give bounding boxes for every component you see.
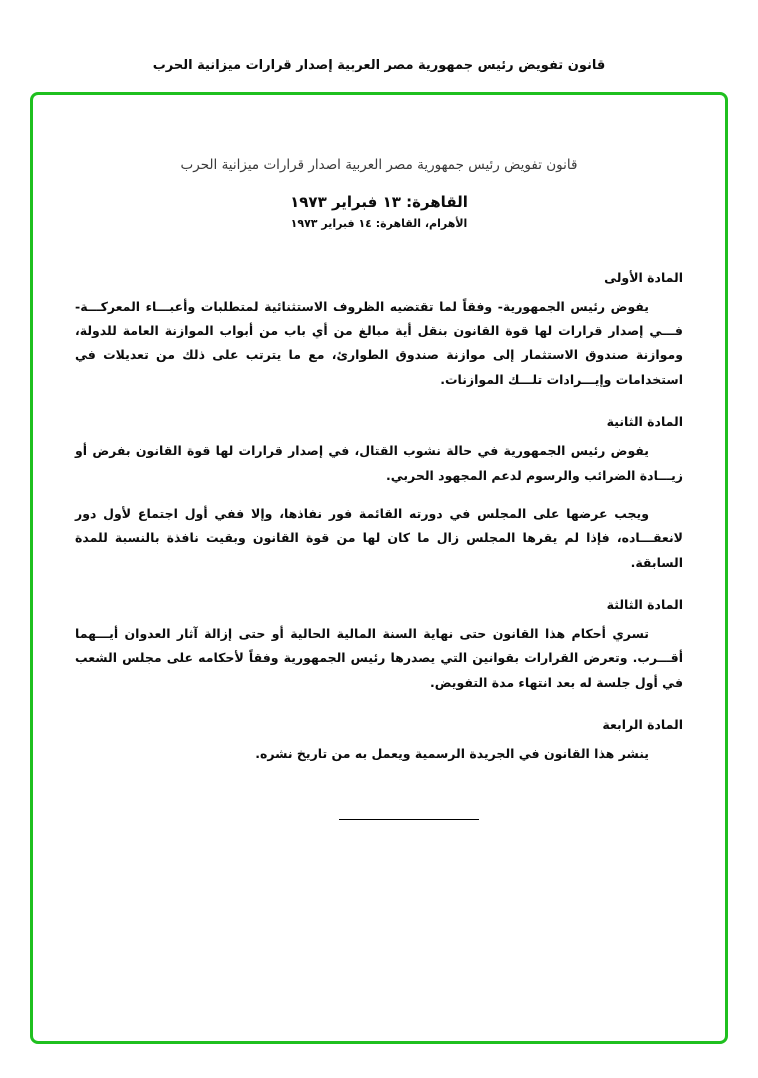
end-of-document-divider	[339, 819, 479, 820]
document-body	[33, 95, 725, 820]
section-heading-article-1: المادة الأولى	[604, 269, 683, 285]
article-1-paragraph: يفوض رئيس الجمهورية- وفقاً لما تقتضيه الظروف الاستثنائية لمتطلبات وأعبـــاء المعركـــة- فـــي إصدار قرارات لها قوة القانون بنقل أية مبالغ من أي باب من أبواب الموازنة العامة للدولة، وموازنة صندوق الاستثمار إلى موازنة صندوق الطوارئ، مع ما يترتب على ذلك من تعديلات في استخدامات وإيـــرادات تلـــك الموازنات.	[75, 298, 683, 387]
document-title: قانون تفويض رئيس جمهورية مصر العربية اصدار قرارات ميزانية الحرب	[180, 157, 578, 173]
section-heading-article-4: المادة الرابعة	[602, 717, 683, 733]
document-border-frame	[30, 92, 728, 1044]
article-4-paragraph: ينشر هذا القانون في الجريدة الرسمية ويعمل به من تاريخ نشره.	[255, 746, 649, 762]
article-2-paragraph-1: يفوض رئيس الجمهورية في حالة نشوب القتال، في إصدار قرارات لها قوة القانون بفرض أو زيـــادة الضرائب والرسوم لدعم المجهود الحربي.	[75, 443, 683, 483]
document-date-line: القاهرة: ١٣ فبراير ١٩٧٣	[290, 192, 468, 211]
section-heading-article-3: المادة الثالثة	[606, 597, 683, 613]
page-title: قانون تفويض رئيس جمهورية مصر العربية إصدار قرارات ميزانية الحرب	[152, 58, 606, 73]
article-3-paragraph: تسري أحكام هذا القانون حتى نهاية السنة المالية الحالية أو حتى إزالة آثار العدوان أيـــهما أقـــرب. وتعرض القرارات بقوانين التي يصدرها رئيس الجمهورية وفقاً لأحكامه على مجلس الشعب في أول جلسة له بعد انتهاء مدة التفويض.	[75, 626, 683, 690]
section-heading-article-2: المادة الثانية	[606, 414, 683, 430]
article-2-paragraph-2: ويجب عرضها على المجلس في دورته القائمة فور نفاذها، وإلا ففي أول اجتماع لأول دور لانعقـــاده، فإذا لم يقرها المجلس زال ما كان لها من قوة القانون وبقيت نافذة بالنسبة للمدة السابقة.	[75, 505, 683, 570]
document-source-line: الأهرام، القاهرة: ١٤ فبراير ١٩٧٣	[290, 216, 468, 230]
